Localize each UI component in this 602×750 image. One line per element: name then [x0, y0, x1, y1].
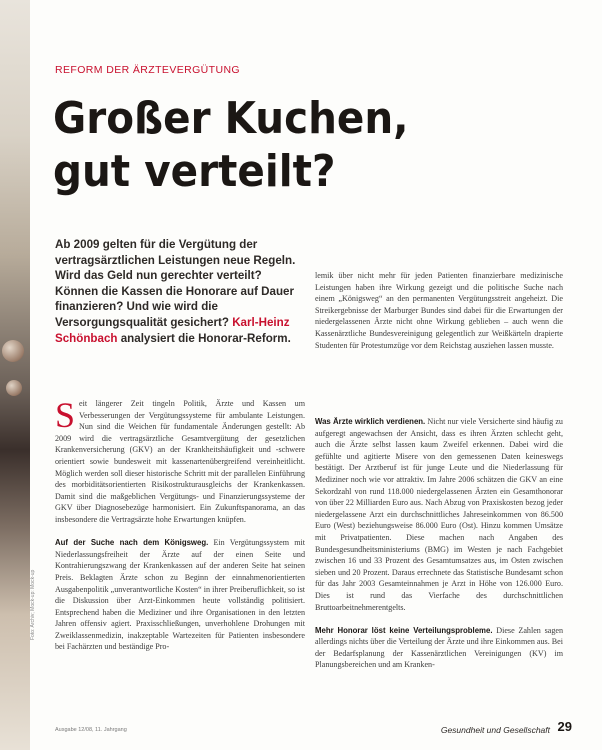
body-paragraph	[315, 416, 563, 613]
headline-line-1: Großer Kuchen,	[53, 93, 409, 144]
ornament-image	[6, 380, 22, 396]
kicker: REFORM DER ÄRZTEVERGÜTUNG	[55, 64, 241, 76]
decorative-photo-strip	[0, 0, 30, 750]
body-paragraph: lemik über nicht mehr für jeden Patienten finanzierbare medizinische Leistungen haben ihre Wirkung gezeigt und die politische Suche nach einem „Königsweg“ an den permanenten Vergütungsstreit angeheizt. Die Streikergebnisse der Marburger Bundes sind dabei für die Erwartungen der niedergelassenen Ärzte nicht ohne Wirkung geblieben – auch wenn die Kassenärztliche Bundesvereinigung gelegentlich zur Weißkärteln drapierte Studenten für Protestumzüge vor dem Reichstag ausziehen lassen musste.	[315, 271, 563, 350]
body-paragraph	[55, 395, 305, 526]
issue-info: Ausgabe 12/08, 11. Jahrgang	[55, 727, 127, 733]
publication-name: Gesundheit und Gesellschaft	[440, 725, 550, 735]
article-column-left	[55, 395, 305, 653]
lead-paragraph	[55, 237, 305, 346]
article-column-right	[315, 416, 563, 671]
body-text: eit längerer Zeit tingeln Politik, Ärzte und Kassen um Verbesserungen der Vergütungssysteme für ambulante Leistungen. Nun sind die Weichen für fundamentale Änderungen gestellt: Ab 2009 wird die vertragsärztliche Gesamtvergütung der gesetzlichen Krankenversicherung (GKV) an der Krankheitshäufigkeit und -schwere orientiert sowie bundesweit mit kassenartenübergreifend vereinheitlicht. Möglich werden soll dieser historische Schritt mit der parallelen Einführung des morbiditätsorientierten Risikostrukturausgleichs der Krankenkassen. Damit sind die maßgeblichen Vergütungs- und Finanzierungssysteme der GKV über Diagnosebezüge harmonisiert. Ein Zukunftspanorama, an das insbesondere die Vertragsärzte hohe Erwartungen knüpfen.	[55, 399, 305, 524]
body-text: Ein Vergütungssystem mit Niederlassungsfreiheit der Ärzte auf der einen Seite und Kontrahierungszwang der Krankenkassen auf der anderen Seite hat seinen Preis. Beklagten Ärzte schon zu Beginn der einnahmenorientierten Ausgabenpolitik „unverantwortliche Kosten“ in ihrer Preiberuflichkeit, so ist die Diskussion über Arzt-Einkommen heute vollständig politisiert. Entsprechend haben die Mediziner und ihre Organisationen in den letzten Jahren offensiv agiert. Praxisschließungen, unverhohlene Drohungen mit Zweiklassenmedizin, inakzeptable Wartezeiten für Patienten insbesondere bei Fachärzten und beständige Pro-	[55, 538, 305, 652]
body-paragraph	[55, 537, 305, 653]
headline	[53, 92, 439, 198]
body-paragraph	[315, 625, 563, 671]
page-number: 29	[557, 719, 572, 734]
drop-cap: S	[55, 395, 76, 435]
lead-text: Ab 2009 gelten für die Vergütung der vertragsärztlichen Leistungen neue Regeln. Wird das Geld nun gerechter verteilt? Können die Kassen die Honorare auf Dauer finanzieren? Und wie wird die Versorgungsqualität gesichert?	[55, 238, 296, 329]
article-column-right-top	[315, 270, 563, 351]
headline-line-2: gut verteilt?	[53, 146, 336, 197]
ornament-image	[2, 340, 24, 362]
body-text: Nicht nur viele Versicherte sind häufig zu aufgeregt angewachsen der Ansicht, dass es ihren Ärzten schlecht geht, auch die Ärzte selbst lassen kaum Zweifel erkennen. Dabei wird die gefühlte und agitierte Misere von den gemessenen Daten keineswegs bestätigt. Der Arztberuf ist für junge Leute und die Niederlassung für Mediziner noch wie vor attraktiv. Im Jahre 2006 schätzen die GKV an eine Sekordzahl von rund 118.000 niedergelassenen Ärzten ein Gesamthonorar von über 22 Milliarden Euro aus. Nach Abzug von Praxiskosten bezog jeder niedergelassene Arzt ein durchschnittliches Jahreseinkommen von 86.500 Euro (West) beziehungsweise 86.000 Euro (Ost). Hinzu kommen Umsätze mit Privatpatienten. Diese machen nach Angaben des Bundesgesundheitsministeriums (BMG) im Westen je nach Fachgebiet zwischen 16 und 33 Prozent des Gesamtumsatzes aus, im Osten zwischen sieben und 20 Prozent. Daraus errechnete das Statistische Bundesamt schon für das Jahr 2003 Gesamteinnahmen je Arzt in Höhe von 126.000 Euro. Dies ist rund das Vierfache des durchschnittlichen Bruttoarbeitnehmerentgelts.	[315, 417, 563, 612]
author-name: Karl-Heinz Schönbach	[55, 315, 290, 345]
subheading: Auf der Suche nach dem Königsweg.	[55, 538, 209, 548]
photo-credit: Foto: Archiv; Mock-up: Mock-up	[30, 569, 36, 640]
body-text: Diese Zahlen sagen allerdings nichts über die Verteilung der Ärzte und ihre Einkommen aus. Bei der Bedarfsplanung der Kassenärztlichen Vereinigungen (KV) im Planungsbereichen und am Kranken-	[315, 625, 564, 670]
subheading: Was Ärzte wirklich verdienen.	[315, 417, 426, 426]
lead-tail: analysiert die Honorar-Reform.	[120, 331, 291, 345]
subheading: Mehr Honorar löst keine Verteilungsprobleme.	[315, 625, 493, 635]
